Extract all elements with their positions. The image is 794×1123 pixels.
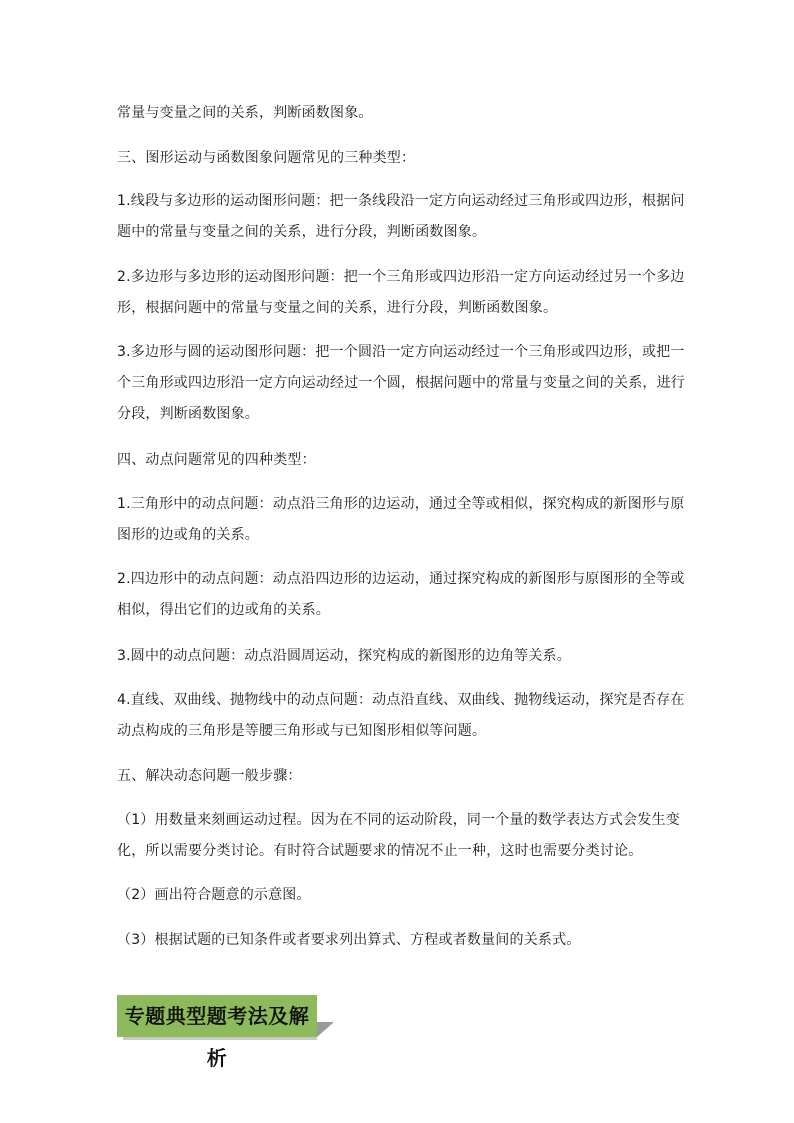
paragraph-3-1	[117, 186, 685, 248]
text-line: 分段，判断函数图象。	[117, 406, 259, 422]
text-line: （1）用数量来刻画运动过程。因为在不同的运动阶段，同一个量的数学表达方式会发生变	[117, 812, 680, 828]
text-line: 1.线段与多边形的运动图形问题：把一条线段沿一定方向运动经过三角形或四边形，根据问	[117, 193, 685, 209]
paragraph-3-3	[117, 337, 685, 430]
text-line: 3.多边形与圆的运动图形问题：把一个圆沿一定方向运动经过一个三角形或四边形，或把一	[117, 344, 685, 360]
paragraph-4-1	[117, 489, 685, 551]
text-line: 动点构成的三角形是等腰三角形或与已知图形相似等问题。	[117, 723, 487, 739]
paragraph-4-2	[117, 564, 685, 626]
banner-fold-corner	[317, 1022, 334, 1037]
text-line: 1.三角形中的动点问题：动点沿三角形的边运动，通过全等或相似，探究构成的新图形与原	[117, 496, 685, 512]
text-line: 五、解决动态问题一般步骤：	[117, 768, 302, 784]
text-line: 2.多边形与多边形的运动图形问题：把一个三角形或四边形沿一定方向运动经过另一个多边	[117, 269, 685, 285]
paragraph-5-3	[117, 925, 679, 956]
text-line: 4.直线、双曲线、抛物线中的动点问题：动点沿直线、双曲线、抛物线运动，探究是否存在	[117, 692, 685, 708]
banner-title: 专题典型题考法及解析	[124, 1004, 310, 1070]
paragraph-intro-continuation	[117, 98, 679, 129]
text-line: 三、图形运动与函数图象问题常见的三种类型：	[117, 150, 416, 166]
text-line: 形，根据问题中的常量与变量之间的关系，进行分段，判断函数图象。	[117, 300, 558, 316]
text-line: 图形的边或角的关系。	[117, 527, 259, 543]
paragraph-5-2	[117, 880, 679, 911]
text-line: 相似，得出它们的边或角的关系。	[117, 602, 330, 618]
paragraph-4-4	[117, 685, 685, 747]
text-line: 个三角形或四边形沿一定方向运动经过一个圆，根据问题中的常量与变量之间的关系，进行	[117, 375, 685, 391]
paragraph-3-2	[117, 262, 685, 324]
heading-section-4	[117, 445, 679, 476]
paragraph-5-1	[117, 805, 679, 867]
text-line: 常量与变量之间的关系，判断函数图象。	[117, 105, 373, 121]
text-line: 化，所以需要分类讨论。有时符合试题要求的情况不止一种，这时也需要分类讨论。	[117, 843, 643, 859]
text-line: （3）根据试题的已知条件或者要求列出算式、方程或者数量间的关系式。	[117, 932, 581, 948]
heading-section-3	[117, 143, 679, 174]
text-line: （2）画出符合题意的示意图。	[117, 887, 311, 903]
heading-section-5	[117, 761, 679, 792]
text-line: 3.圆中的动点问题：动点沿圆周运动，探究构成的新图形的边角等关系。	[117, 648, 571, 664]
section-banner	[117, 995, 334, 1070]
text-line: 题中的常量与变量之间的关系，进行分段，判断函数图象。	[117, 224, 487, 240]
paragraph-4-3	[117, 641, 679, 672]
text-line: 2.四边形中的动点问题：动点沿四边形的边运动，通过探究构成的新图形与原图形的全等或	[117, 571, 685, 587]
text-line: 四、动点问题常见的四种类型：	[117, 452, 316, 468]
